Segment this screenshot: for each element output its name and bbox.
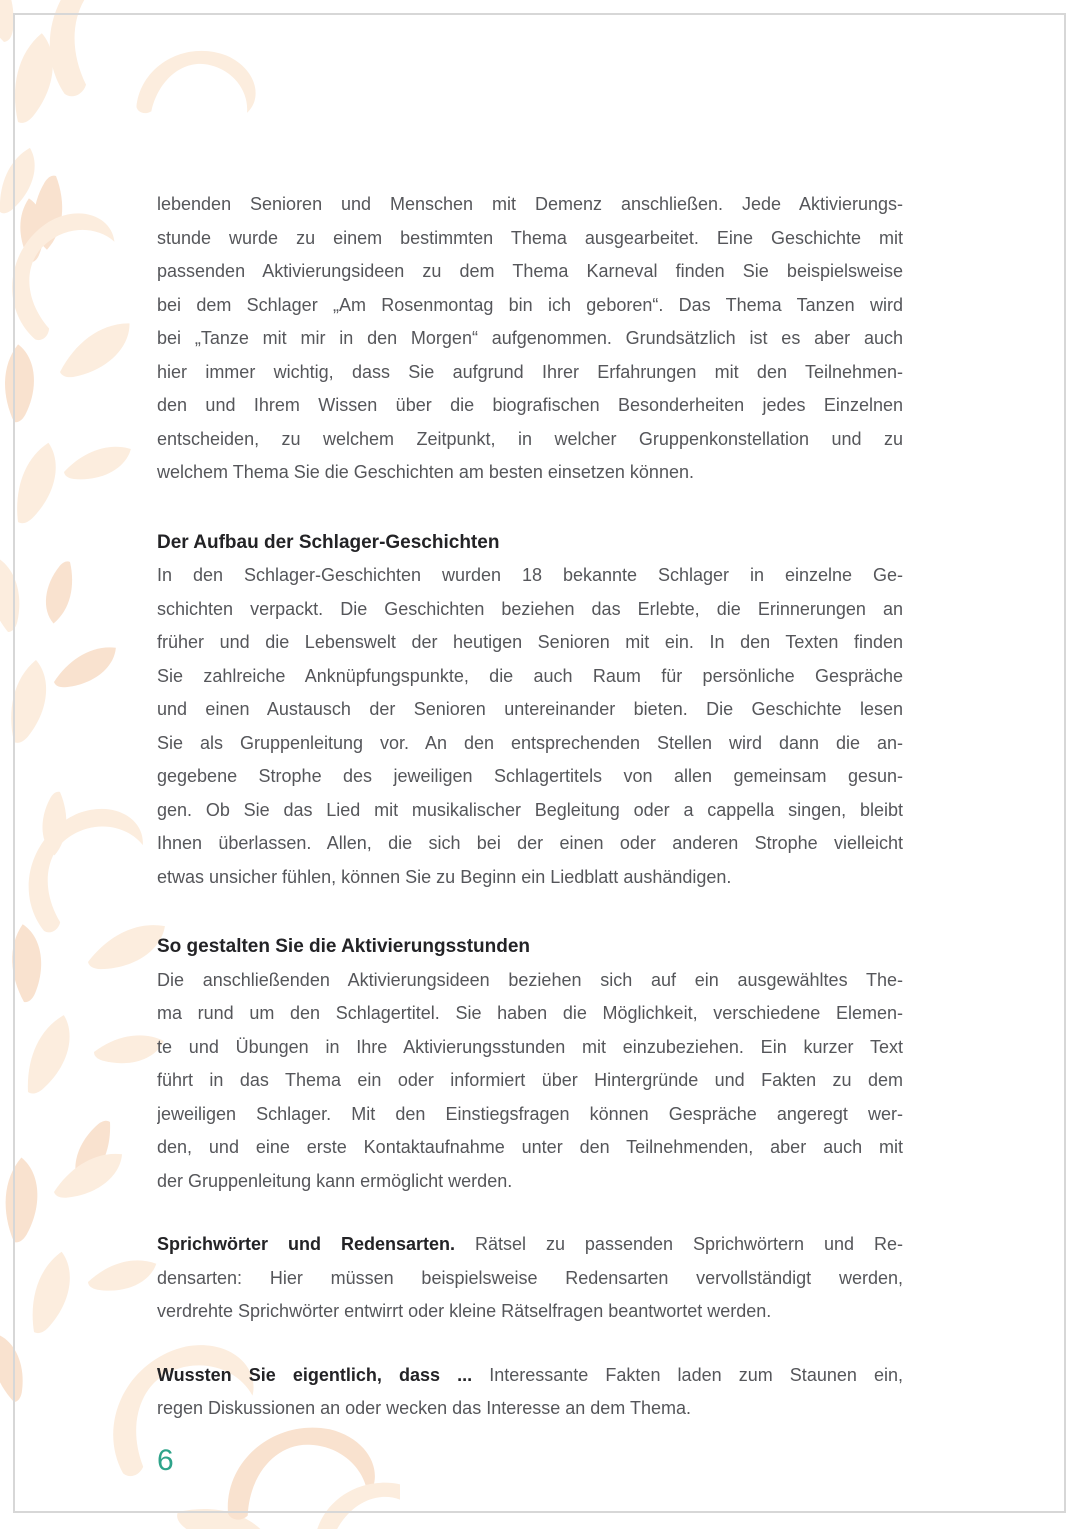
- text-line: den und Ihrem Wissen über die biografischen Besonderheiten jedes Einzelnen: [157, 395, 903, 415]
- text-line: schichten verpackt. Die Geschichten beziehen das Erlebte, die Erinnerungen an: [157, 598, 903, 619]
- text-line: gegebene Strophe des jeweiligen Schlagertitels von allen gemeinsam gesun-: [157, 766, 903, 786]
- section-paragraph-aufbau: [157, 559, 903, 894]
- text-line: Die anschließenden Aktivierungsideen beziehen sich auf ein ausgewähltes The-: [157, 969, 903, 990]
- page-body-text: [157, 188, 903, 1477]
- section-heading-aufbau: Der Aufbau der Schlager-Geschichten: [157, 531, 500, 553]
- text-line: und einen Austausch der Senioren untereinander bieten. Die Geschichte lesen: [157, 699, 903, 719]
- item-paragraph-wussten-sie: [157, 1359, 903, 1426]
- text-line: Wussten Sie eigentlich, dass ... Interessante Fakten laden zum Staunen ein,: [157, 1364, 903, 1385]
- text-line: passenden Aktivierungsideen zu dem Thema Karneval finden Sie beispielsweise: [157, 261, 903, 281]
- text-line: der Gruppenleitung kann ermöglicht werden.: [157, 1170, 513, 1191]
- text-line: bei „Tanze mit mir in den Morgen“ aufgenommen. Grundsätzlich ist es aber auch: [157, 328, 903, 348]
- text-line: früher und die Lebenswelt der heutigen Senioren mit ein. In den Texten finden: [157, 632, 903, 652]
- text-line: den, und eine erste Kontaktaufnahme unter den Teilnehmenden, aber auch mit: [157, 1137, 903, 1157]
- text-line: hier immer wichtig, dass Sie aufgrund Ihrer Erfahrungen mit den Teilnehmen-: [157, 361, 903, 382]
- text-line: Sie zahlreiche Anknüpfungspunkte, die auch Raum für persönliche Gespräche: [157, 665, 903, 686]
- text-line: Sprichwörter und Redensarten. Rätsel zu passenden Sprichwörtern und Re-: [157, 1234, 903, 1254]
- text-line: verdrehte Sprichwörter entwirrt oder kleine Rätselfragen beantwortet werden.: [157, 1301, 772, 1321]
- text-line: entscheiden, zu welchem Zeitpunkt, in welcher Gruppenkonstellation und zu: [157, 428, 903, 449]
- text-line: te und Übungen in Ihre Aktivierungsstunden mit einzubeziehen. Ein kurzer Text: [157, 1036, 903, 1057]
- text-line: Ihnen überlassen. Allen, die sich bei der einen oder anderen Strophe vielleicht: [157, 833, 903, 853]
- text-line: densarten: Hier müssen beispielsweise Redensarten vervollständigt werden,: [157, 1267, 903, 1288]
- text-line: welchem Thema Sie die Geschichten am besten einsetzen können.: [157, 462, 694, 482]
- section-heading-gestalten: So gestalten Sie die Aktivierungsstunden: [157, 936, 531, 957]
- text-line: etwas unsicher fühlen, können Sie zu Beginn ein Liedblatt aushändigen.: [157, 866, 732, 887]
- page-number: 6: [157, 1443, 174, 1477]
- text-line: stunde wurde zu einem bestimmten Thema ausgearbeitet. Eine Geschichte mit: [157, 227, 903, 248]
- text-line: Sie als Gruppenleitung vor. An den entsprechenden Stellen wird dann die an-: [157, 732, 903, 753]
- text-line: gen. Ob Sie das Lied mit musikalischer Begleitung oder a cappella singen, bleibt: [157, 799, 903, 820]
- text-line: bei dem Schlager „Am Rosenmontag bin ich geboren“. Das Thema Tanzen wird: [157, 294, 903, 315]
- text-line: ma rund um den Schlagertitel. Sie haben die Möglichkeit, verschiedene Elemen-: [157, 1003, 903, 1023]
- text-line: In den Schlager-Geschichten wurden 18 bekannte Schlager in einzelne Ge-: [157, 565, 903, 585]
- text-line: lebenden Senioren und Menschen mit Demenz anschließen. Jede Aktivierungs-: [157, 194, 903, 214]
- intro-paragraph: [157, 188, 903, 490]
- item-paragraph-sprichwoerter: [157, 1228, 903, 1329]
- text-line: regen Diskussionen an oder wecken das Interesse an dem Thema.: [157, 1398, 691, 1418]
- section-paragraph-gestalten: [157, 964, 903, 1199]
- text-line: führt in das Thema ein oder informiert über Hintergründe und Fakten zu dem: [157, 1070, 903, 1090]
- text-line: jeweiligen Schlager. Mit den Einstiegsfragen können Gespräche angeregt wer-: [157, 1103, 903, 1124]
